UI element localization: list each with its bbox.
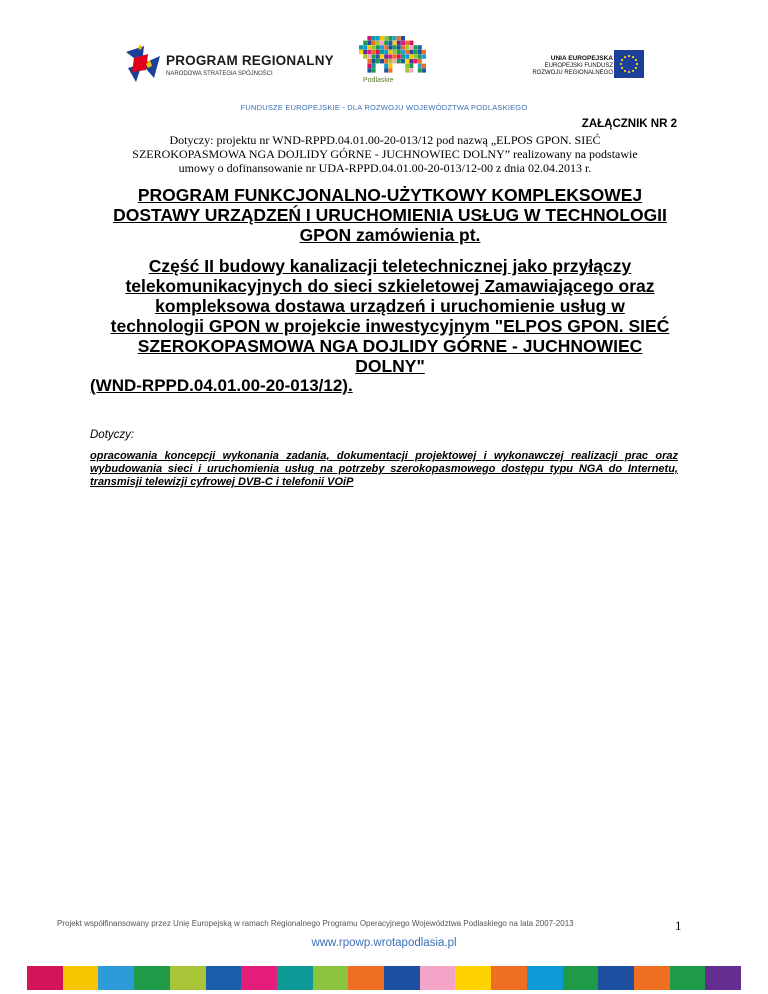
color-strip-block bbox=[134, 966, 170, 990]
part-title-line: DOLNY" bbox=[355, 356, 425, 376]
color-strip-block bbox=[63, 966, 99, 990]
color-strip-block bbox=[598, 966, 634, 990]
eu-logo-line2: EUROPEJSKI FUNDUSZ bbox=[544, 62, 613, 69]
part-title-line: SZEROKOPASMOWA NGA DOJLIDY GÓRNE - JUCHNOWIEC bbox=[137, 336, 643, 356]
program-title-line: PROGRAM FUNKCJONALNO-UŻYTKOWY KOMPLEKSOWEJ bbox=[137, 185, 643, 205]
color-strip-block bbox=[420, 966, 456, 990]
regarding-line: Dotyczy: projektu nr WND-RPPD.04.01.00-20-013/12 pod nazwą „ELPOS GPON. SIEĆ bbox=[169, 133, 601, 147]
color-strip-block bbox=[634, 966, 670, 990]
color-strip-block bbox=[170, 966, 206, 990]
color-strip-block bbox=[241, 966, 277, 990]
color-strip-block bbox=[98, 966, 134, 990]
footer-url-link[interactable]: www.rpowp.wrotapodlasia.pl bbox=[311, 937, 457, 949]
eu-flag-icon bbox=[614, 50, 644, 78]
color-strip bbox=[27, 966, 741, 990]
part-title bbox=[85, 256, 695, 376]
eu-logo-text bbox=[505, 55, 613, 78]
color-strip-block bbox=[455, 966, 491, 990]
color-strip-block bbox=[670, 966, 706, 990]
part-title-line: telekomunikacyjnych do sieci szkieletowej Zamawiającego oraz bbox=[125, 276, 655, 296]
program-regionalny-emblem-icon bbox=[124, 44, 162, 84]
eu-logo-title: UNIA EUROPEJSKA bbox=[550, 55, 613, 62]
color-strip-block bbox=[563, 966, 599, 990]
cofinancing-text: Projekt współfinansowany przez Unię Europejską w ramach Regionalnego Programu Operacyjnego Województwa Podlaskiego na lata 2007-2013 bbox=[57, 919, 574, 928]
funds-line: FUNDUSZE EUROPEJSKIE - DLA ROZWOJU WOJEWÓDZTWA PODLASKIEGO bbox=[240, 103, 528, 112]
color-strip-block bbox=[491, 966, 527, 990]
podlaskie-logo-label: Podlaskie bbox=[363, 77, 394, 84]
bison-mosaic-icon bbox=[355, 34, 430, 78]
regarding-line: umowy o dofinansowanie nr UDA-RPPD.04.01.00-20-013/12-00 z dnia 02.04.2013 r. bbox=[178, 161, 592, 175]
color-strip-block bbox=[313, 966, 349, 990]
part-title-line: technologii GPON w projekcie inwestycyjnym "ELPOS GPON. SIEĆ bbox=[110, 316, 670, 336]
project-code: (WND-RPPD.04.01.00-20-013/12). bbox=[90, 376, 353, 395]
podlaskie-logo bbox=[355, 34, 430, 90]
program-regionalny-logo bbox=[124, 44, 334, 86]
dotyczy-text: opracowania koncepcji wykonania zadania, dokumentacji projektowej i wykonawczej realizacji prac oraz wybudowania sieci i uruchomienia usług na potrzeby szerokopasmowego dostępu typu NGA do Internetu, transmisji telewizji cyfrowej DVB-C i telefonii VOiP bbox=[90, 450, 678, 488]
dotyczy-label: Dotyczy: bbox=[90, 429, 135, 441]
regarding-line: SZEROKOPASMOWA NGA DOJLIDY GÓRNE - JUCHNOWIEC DOLNY” realizowany na podstawie bbox=[132, 147, 638, 161]
part-title-line: kompleksowa dostawa urządzeń i uruchomienie usług w bbox=[155, 296, 625, 316]
annex-label: ZAŁĄCZNIK NR 2 bbox=[581, 118, 677, 130]
regarding-paragraph bbox=[60, 133, 710, 175]
color-strip-block bbox=[705, 966, 741, 990]
color-strip-block bbox=[384, 966, 420, 990]
color-strip-block bbox=[27, 966, 63, 990]
color-strip-block bbox=[527, 966, 563, 990]
eu-logo-line3: ROZWOJU REGIONALNEGO bbox=[532, 70, 613, 76]
program-logo-subtitle: NARODOWA STRATEGIA SPÓJNOŚCI bbox=[166, 71, 273, 77]
color-strip-block bbox=[277, 966, 313, 990]
page-number: 1 bbox=[675, 918, 682, 933]
program-logo-title: PROGRAM REGIONALNY bbox=[166, 53, 334, 68]
program-title-line: GPON zamówienia pt. bbox=[299, 225, 481, 245]
part-title-line: Część II budowy kanalizacji teletechnicznej jako przyłączy bbox=[148, 256, 632, 276]
program-title-line: DOSTAWY URZĄDZEŃ I URUCHOMIENIA USŁUG W TECHNOLOGII bbox=[113, 205, 667, 225]
color-strip-block bbox=[206, 966, 242, 990]
color-strip-block bbox=[348, 966, 384, 990]
program-title bbox=[90, 185, 690, 245]
